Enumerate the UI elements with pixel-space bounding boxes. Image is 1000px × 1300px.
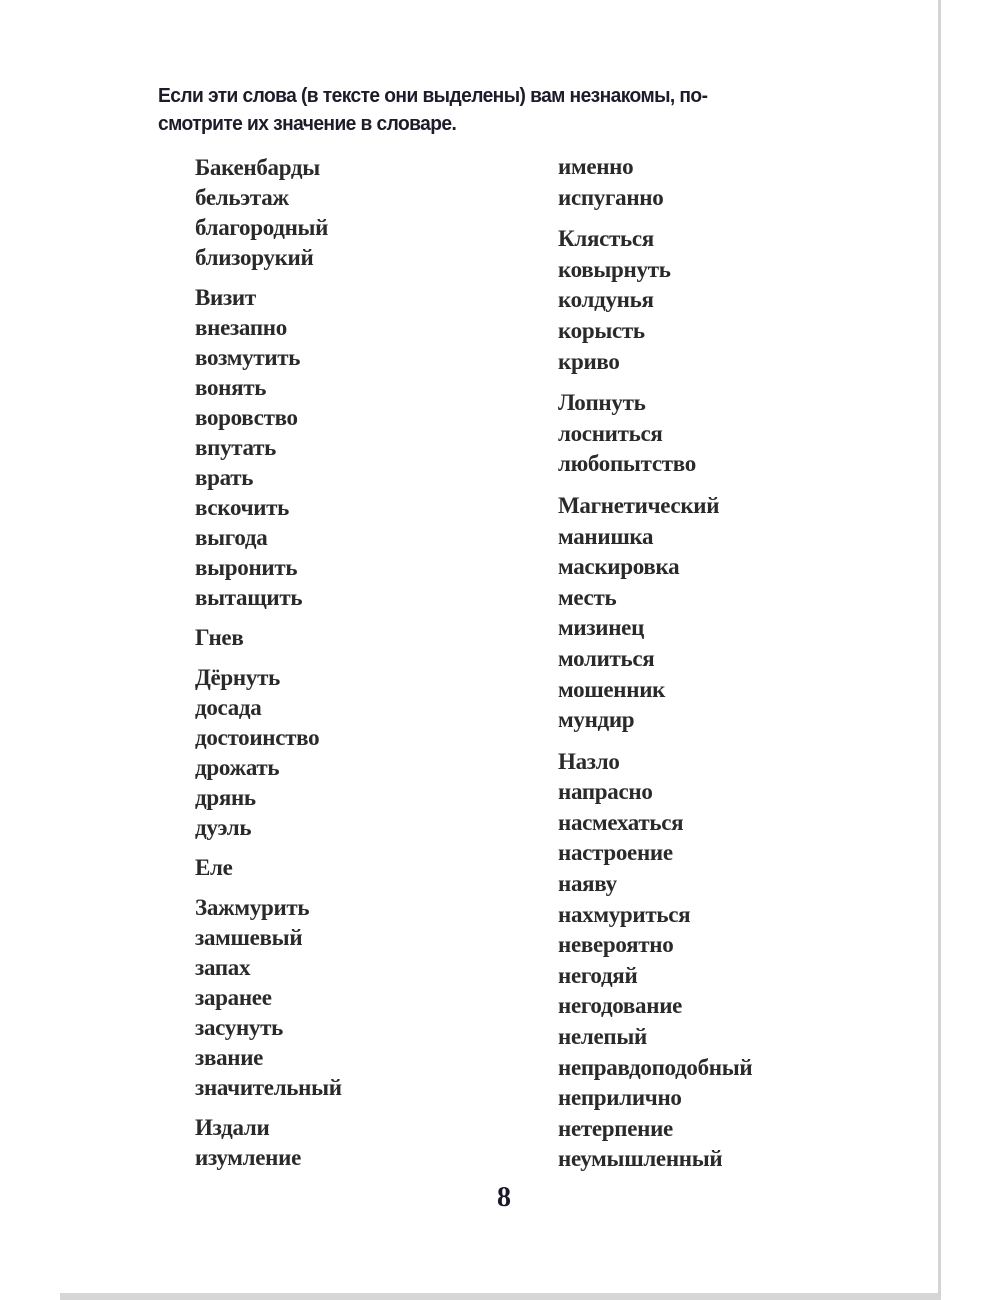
word-list-left-column (195, 153, 342, 1183)
vocabulary-word: мошенник (558, 676, 666, 702)
word-group (195, 663, 342, 843)
vocabulary-word: досада (195, 695, 262, 720)
vocabulary-word: колдунья (558, 287, 654, 313)
vocabulary-word: невероятно (558, 932, 674, 958)
vocabulary-word: негодование (558, 993, 683, 1019)
vocabulary-word: вскочить (195, 495, 290, 520)
word-group (195, 153, 342, 273)
vocabulary-word: настроение (558, 840, 673, 866)
vocabulary-word: возмутить (195, 345, 301, 370)
word-group (558, 152, 752, 213)
vocabulary-word: наяву (558, 871, 617, 897)
word-group (558, 491, 752, 736)
vocabulary-word: значительный (195, 1075, 342, 1100)
vocabulary-word: испуганно (558, 184, 664, 210)
word-list-right-column (558, 152, 752, 1186)
vocabulary-word: Гнев (195, 625, 244, 650)
vocabulary-word: Назло (558, 748, 620, 774)
vocabulary-word: мизинец (558, 615, 645, 641)
vocabulary-word: впутать (195, 435, 277, 460)
vocabulary-word: нахмуриться (558, 901, 691, 927)
vocabulary-word: именно (558, 154, 634, 179)
vocabulary-word: манишка (558, 523, 654, 549)
vocabulary-word: криво (558, 348, 620, 374)
vocabulary-word: неправдоподобный (558, 1054, 753, 1080)
vocabulary-word: врать (195, 465, 254, 490)
vocabulary-word: неумышленный (558, 1146, 723, 1172)
vocabulary-word: Визит (195, 285, 256, 310)
vocabulary-word: месть (558, 584, 617, 610)
vocabulary-word: благородный (195, 215, 329, 240)
vocabulary-word: дуэль (195, 815, 252, 840)
word-group (195, 283, 342, 613)
vocabulary-word: выгода (195, 525, 268, 550)
vocabulary-word: неприлично (558, 1085, 682, 1111)
word-group (558, 388, 752, 480)
vocabulary-word: ковырнуть (558, 256, 671, 282)
vocabulary-word: Бакенбарды (195, 155, 320, 180)
vocabulary-word: Дёрнуть (195, 665, 280, 690)
vocabulary-word: вытащить (195, 585, 303, 610)
vocabulary-word: Еле (195, 855, 233, 880)
vocabulary-word: внезапно (195, 315, 287, 340)
word-group (558, 747, 752, 1175)
document-page (60, 0, 941, 1300)
word-group (195, 1113, 342, 1173)
vocabulary-word: выронить (195, 555, 298, 580)
vocabulary-word: Издали (195, 1115, 270, 1140)
vocabulary-word: насмехаться (558, 809, 684, 835)
intro-line: смотрите их значение в словаре. (158, 113, 457, 135)
vocabulary-word: Магнетический (558, 492, 720, 518)
word-group (195, 853, 342, 883)
vocabulary-word: заранее (195, 985, 272, 1010)
intro-text (158, 82, 849, 138)
vocabulary-word: лосниться (558, 420, 663, 446)
vocabulary-word: корысть (558, 317, 645, 343)
vocabulary-word: мундир (558, 707, 635, 733)
vocabulary-word: вонять (195, 375, 267, 400)
vocabulary-word: дрянь (195, 785, 256, 810)
vocabulary-word: нелепый (558, 1024, 647, 1050)
word-group (558, 224, 752, 377)
vocabulary-word: Лопнуть (558, 390, 646, 416)
vocabulary-word: Клясться (558, 226, 654, 252)
vocabulary-word: негодяй (558, 962, 638, 988)
vocabulary-word: напрасно (558, 779, 653, 805)
vocabulary-word: маскировка (558, 554, 680, 580)
vocabulary-word: бельэтаж (195, 185, 289, 210)
page-number: 8 (497, 1182, 511, 1213)
vocabulary-word: близорукий (195, 245, 314, 270)
vocabulary-word: изумление (195, 1145, 301, 1170)
vocabulary-word: достоинство (195, 725, 320, 750)
vocabulary-word: засунуть (195, 1015, 283, 1040)
vocabulary-word: нетерпение (558, 1115, 673, 1141)
vocabulary-word: молиться (558, 645, 655, 671)
vocabulary-word: звание (195, 1045, 264, 1070)
intro-line: Если эти слова (в тексте они выделены) вам незнакомы, по- (158, 85, 708, 107)
word-group (195, 623, 342, 653)
vocabulary-word: воровство (195, 405, 298, 430)
vocabulary-word: запах (195, 955, 251, 980)
vocabulary-word: любопытство (558, 451, 696, 477)
vocabulary-word: дрожать (195, 755, 280, 780)
vocabulary-word: Зажмурить (195, 895, 310, 920)
word-group (195, 893, 342, 1103)
vocabulary-word: замшевый (195, 925, 303, 950)
